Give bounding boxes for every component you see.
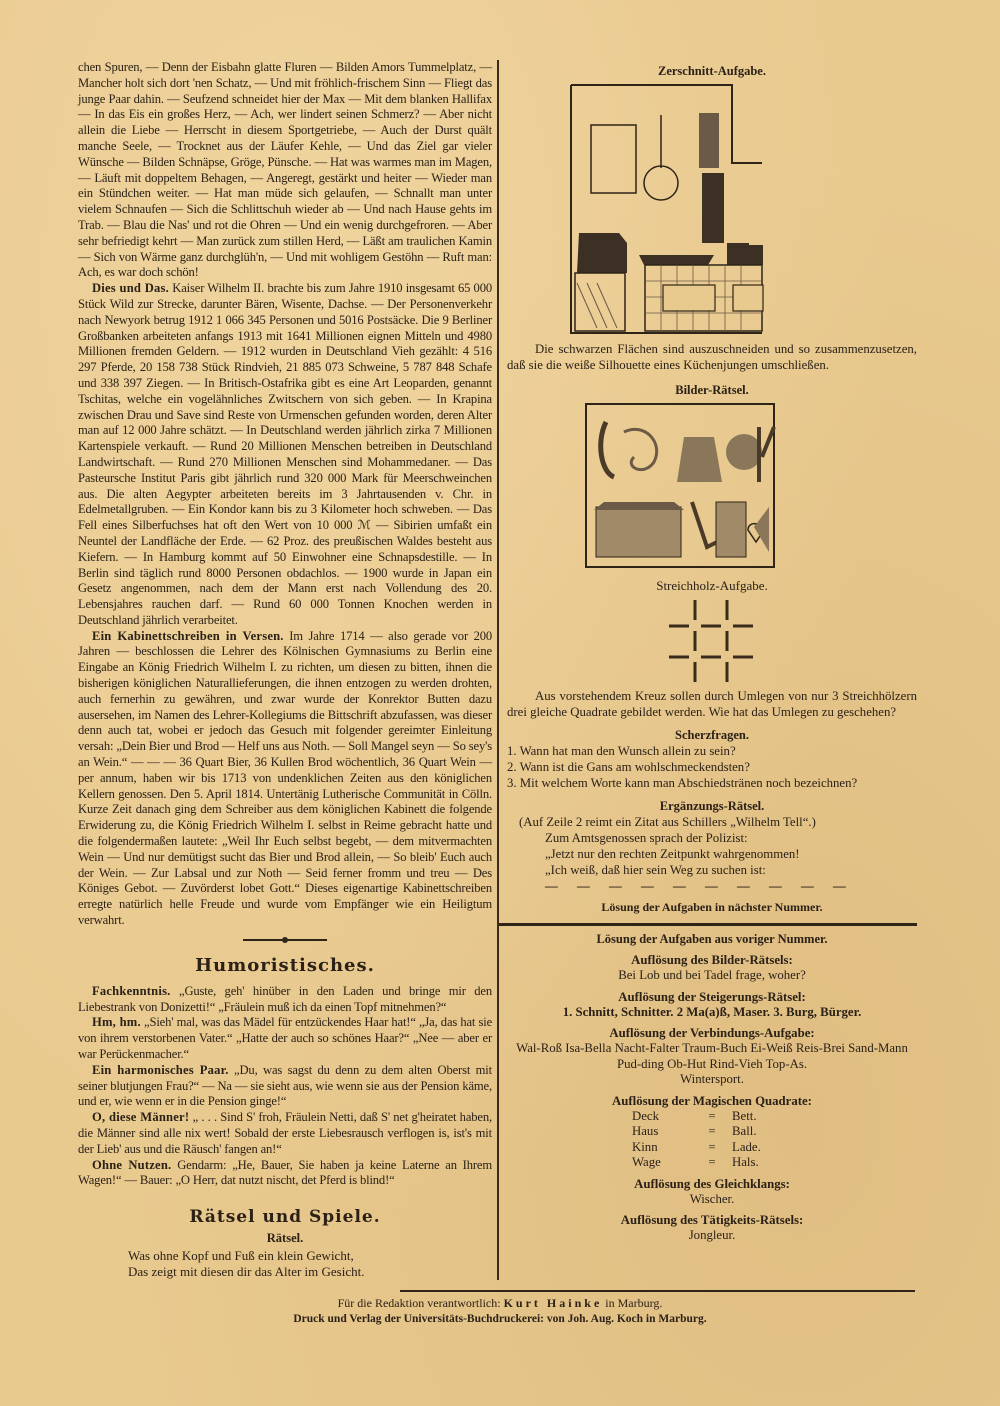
humor-item xyxy=(78,1110,492,1157)
humor-item xyxy=(78,1158,492,1190)
solution-text: Wischer. xyxy=(689,1191,735,1206)
humor-lead: Ohne Nutzen. xyxy=(92,1157,172,1172)
ornament-divider xyxy=(243,935,327,945)
equals-sign: = xyxy=(708,1124,716,1138)
verse-line: „Ich weiß, daß hier sein Weg zu suchen ist: xyxy=(545,863,766,877)
verse-line: Was ohne Kopf und Fuß ein klein Gewicht, xyxy=(128,1248,354,1264)
solutions-section xyxy=(507,932,917,1244)
editor-suffix: in Marburg. xyxy=(605,1296,663,1311)
humor-text: Gendarm: „He, Bauer, Sie haben ja keine Laterne an Ihrem Wagen!“ — Bauer: „O Herr, dat nutzt nischt, det Pferd is blind!“ xyxy=(78,1157,492,1188)
humor-lead: Ein harmonisches Paar. xyxy=(92,1062,229,1077)
solution-text: Jongleur. xyxy=(688,1228,736,1242)
section-rule xyxy=(499,923,917,926)
raetsel-verse xyxy=(128,1248,492,1280)
solution-heading: Auflösung der Verbindungs-Aufgabe: xyxy=(609,1026,815,1040)
poem-paragraph: chen Spuren, — Denn der Eisbahn glatte Fluren — Bilden Amors Tummelplatz, — Mancher holt sich dort 'nen Schatz, — Und mit fröhlich-frischem Sinn — Fliegt das junge Paar dahin. — Seufzend schneidet hier der Max — Mit dem blanken Hallifax — In das Eis ein großes Herz, — Ach, wer lindert seinen Schmerz? — Aber nicht allein die Liebe — Herrscht in diesem Sportgetriebe, — Auch der Durst quält manche Seele, — Trocknet aus der Läufer Kehle, — Und das Ziel gar vieler Wünsche — Bilden Schnäpse, Gröge, Pünsche. — Hat was warmes man im Magen, — Läuft mit doppeltem Behagen, — Angeregt, gestärkt und heiter — Wieder man ein Stündchen weiter. — Hat man müde sich gelaufen, — Schnallt man unter vielem Schnaufen — Sich die Schlittschuh wieder ab — Und nach Hause gehts im Trab. — Blau die Nas' und rot die Ohren — Und ein wenig durchgefroren. — Aber sehr befriedigt kehrt — Man zurück zum stillen Herd, — Läßt am traulichen Kamin — Sich von Wärme ganz durchglüh'n, — Und mit wohligem Gestöhn — Ruft man: Ach, es war doch schön! xyxy=(78,60,492,280)
footer xyxy=(0,1280,1000,1347)
matchstick-cross-figure xyxy=(667,598,757,684)
zerschnitt-illustration xyxy=(569,83,764,335)
solution-heading: Auflösung des Gleichklangs: xyxy=(634,1176,790,1191)
ergaenzung-note: (Auf Zeile 2 reimt ein Zitat aus Schillers „Wilhelm Tell“.) xyxy=(519,815,816,829)
editor-prefix: Für die Redaktion verantwortlich: xyxy=(337,1296,501,1311)
kabinett-paragraph xyxy=(78,629,492,929)
humor-lead: Hm, hm. xyxy=(92,1015,141,1030)
raetsel-subtitle: Rätsel. xyxy=(266,1231,304,1246)
pair-left: Deck xyxy=(632,1108,659,1123)
pair-left: Haus xyxy=(632,1124,659,1138)
verse-line: Das zeigt mit diesen dir das Alter im Gesicht. xyxy=(128,1264,365,1280)
scherzfragen-title: Scherzfragen. xyxy=(675,728,749,742)
scherzfrage-item: 2. Wann ist die Gans am wohlschmeckendsten? xyxy=(507,760,750,774)
humor-lead: O, diese Männer! xyxy=(92,1110,190,1125)
pair-left: Kinn xyxy=(632,1139,658,1154)
dies-und-das-text: Kaiser Wilhelm II. brachte bis zum Jahre 1910 insgesamt 65 000 Stück Wild zur Strecke, darunter Bären, Wisente, Dachse. — Der Personenverkehr nach Newyork betrug 1912 1 066 345 Personen und 5016 Postsäcke. Die 9 Berliner Großbanken arbeiteten anfangs 1913 mit 1641 Millionen eignen Mitteln und 4980 Millionen fremden Geldern. — 1912 wurden in Deutschland Vieh gezählt: 4 516 297 Pferde, 20 158 738 Stück Rindvieh, 21 885 073 Schweine, 5 787 848 Schafe und 338 397 Ziegen. — In Britisch-Ostafrika gibt es eine Art Leoparden, genannt Tschitas, welche ein vogelähnliches Zwitschern von sich geben. — In Krapina zwischen Drau und Save sind Reste von Urmenschen gefunden worden, deren Alter man auf 12 000 Jahre schätzt. — In Deutschland werden jährlich zirka 7 Millionen Kartenspiele verkauft. — Rund 20 Millionen Menschen betreiben in Deutschland Landwirtschaft. — Rund 270 Millionen Menschen sind Mohammedaner. — Das Pasteursche Institut Paris gibt jährlich rund 320 000 Mark für Meerschweinchen aus. Die alten Aegypter arbeiteten bereits im 3 Jahrtausenden v. Chr. in Edelmetallgruben. — Ein Kondor kann bis zu 3 Kilometer hoch schweben. — Das Fell eines Silberfuchses hat oft den Wert von 10 000 ℳ — Sibirien umfaßt ein Neuntel der Landfläche der Erde. — 62 Proz. des preußischen Waldes besteht aus Kiefern. — In Hamburg kommt auf 50 Einwohner eine Schnapsdestille. — In Berlin sind täglich rund 8000 Personen obdachlos. — 1900 wurde in Japan ein Gesetz angenommen, nach dem der Mann erst nach Vollendung des 20. Lebensjahres rauchen darf. — Rund 60 000 Tonnen Knochen werden in Deutschland jährlich verarbeitet. xyxy=(78,281,493,627)
ergaenzung-title: Ergänzungs-Rätsel. xyxy=(659,799,765,813)
left-column xyxy=(78,60,492,1280)
humor-text: „Du, was sagst du denn zu dem alten Oberst mit seiner blutjungen Frau?“ — Na — sie sieht aus, wie wenn sie aus der Pension käme, und er, wie wenn er in die Pension ginge!“ xyxy=(78,1062,493,1109)
next-issue-note: Lösung der Aufgaben in nächster Nummer. xyxy=(601,900,823,914)
raetsel-spiele-title: Rätsel und Spiele. xyxy=(189,1207,381,1228)
solution-text: Bei Lob und bei Tadel frage, woher? xyxy=(618,968,806,982)
dies-und-das-lead: Dies und Das. xyxy=(92,281,169,296)
magic-squares-table xyxy=(507,1109,917,1171)
footer-rule xyxy=(400,1290,915,1292)
humor-item xyxy=(78,984,492,1016)
solution-text: Wintersport. xyxy=(680,1072,744,1086)
ergaenzung-verse xyxy=(545,830,917,894)
editor-name: Kurt Hainke xyxy=(503,1296,603,1311)
humor-lead: Fachkenntnis. xyxy=(92,983,171,998)
zerschnitt-caption: Die schwarzen Flächen sind auszuschneiden und so zusammenzusetzen, daß sie die weiße Silhouette eines Küchenjungen umschließen. xyxy=(507,342,917,372)
streichholz-text: Aus vorstehendem Kreuz sollen durch Umlegen von nur 3 Streichhölzern drei gleiche Quadrate gebildet werden. Wie hat das Umlegen zu geschehen? xyxy=(507,689,917,719)
kabinett-text: Im Jahre 1714 — also gerade vor 200 Jahren — beschlossen die Lehrer des Kölnischen Gymnasiums zu Berlin eine Eingabe an König Friedrich Wilhelm I. zu richten, um diesen zu bitten, ihnen die bisherigen königlichen Naturallieferungen, die ihnen entzogen zu werden drohten, auch fernerhin zu gewähren, und zwar wurde der Konrektor Butten dazu ausersehen, im Namen des Lehrer-Kollegiums die Bittschrift abzufassen, was dieser denn auch tat, wobei er jedoch das Gesuch mit folgender gereimter Einleitung versah: „Dein Bier und Brod — Helf uns aus Noth. — Soll Mangel seyn — So sey's an Wein.“ — — — 36 Quart Bier, 36 Kullen Brod wöchentlich, 36 Quart Wein — per annum, haben wir bis 1713 von undenklichen Zeiten aus den königlichen Kellern genossen. Den 5. April 1814. Untertänig Lutherische Communität in Cölln. Kurze Zeit danach ging dem Schreiber aus dem königlichen Kabinett die folgende Erwiderung zu, die König Friedrich Wilhelm I. selbst in Reime gebracht hatte und die folgendermaßen lautete: „Weil Ihr Euch selbst begebt, — dem mitvermachten Wein — Und nur demütigst sucht das Bier und Brod allein, — So bleib' Euch auch der Wein. — Zur Labsal und zur Noth — Seid ferner fromm und treu — Des Königes Gebot. — Zuvörderst lobet Gott.“ Dieses eigenartige Kabinettschreiben erregte natürlich helle Freude und wurde vom Empfänger wie ein Heiligtum verwahrt. xyxy=(78,628,493,928)
humor-item xyxy=(78,1015,492,1062)
bilder-raetsel-illustration xyxy=(584,402,776,570)
solution-heading: Auflösung der Magischen Quadrate: xyxy=(612,1093,812,1108)
verse-line: Zum Amtsgenossen sprach der Polizist: xyxy=(545,831,748,845)
pair-right: Bett. xyxy=(732,1108,757,1123)
verse-line: „Jetzt nur den rechten Zeitpunkt wahrgenommen! xyxy=(545,847,800,861)
solution-text: 1. Schnitt, Schnitter. 2 Ma(a)ß, Maser. 3. Burg, Bürger. xyxy=(562,1004,862,1019)
scherzfrage-item: 3. Mit welchem Worte kann man Abschiedstränen noch bezeichnen? xyxy=(507,776,858,790)
kabinett-lead: Ein Kabinettschreiben in Versen. xyxy=(92,628,284,643)
humor-item xyxy=(78,1063,492,1110)
humor-text: „Guste, geh' hinüber in den Laden und bringe mir den Liebestrank von Donizetti!“ „Fräulein muß ich da einen Topf mitnehmen?“ xyxy=(78,983,492,1014)
dies-und-das-paragraph xyxy=(78,281,492,629)
pair-right: Hals. xyxy=(732,1155,759,1169)
humor-text: „ . . . Sind S' froh, Fräulein Netti, daß S' net g'heiratet haben, die Männer sind alle nix wert! Sobald der erste Liebesrausch verflogen is, ist's mit der Lieb' aus und die Räusch' fangen an!“ xyxy=(78,1110,492,1156)
scherzfrage-item: 1. Wann hat man den Wunsch allein zu sein? xyxy=(507,744,736,758)
solution-text: Wal-Roß Isa-Bella Nacht-Falter Traum-Buch Ei-Weiß Reis-Brei Sand-Mann Pud-ding Ob-Hut Rind-Vieh Top-As. xyxy=(516,1041,908,1071)
equals-sign: = xyxy=(708,1155,716,1169)
humor-title: Humoristisches. xyxy=(195,954,375,976)
pair-right: Lade. xyxy=(732,1139,761,1154)
right-column xyxy=(497,60,917,1280)
footer-editor xyxy=(0,1295,1000,1311)
answer-blanks: — — — — — — — — — — xyxy=(545,879,854,893)
solution-heading: Auflösung des Bilder-Rätsels: xyxy=(631,953,793,967)
humor-text: „Sieh' mal, was das Mädel für entzückendes Haar hat!“ „Ja, das hat sie von ihrem verstorbenen Vater.“ „Hatte der auch so schönes Haar?“ „Nee — aber er war Perückenmacher.“ xyxy=(78,1015,493,1062)
equals-sign: = xyxy=(708,1108,716,1123)
equals-sign: = xyxy=(708,1139,716,1154)
solutions-title: Lösung der Aufgaben aus voriger Nummer. xyxy=(596,932,828,946)
zerschnitt-title: Zerschnitt-Aufgabe. xyxy=(658,64,766,78)
bilder-raetsel-title: Bilder-Rätsel. xyxy=(675,383,749,397)
left-articles xyxy=(78,60,492,929)
streichholz-title: Streichholz-Aufgabe. xyxy=(656,578,768,593)
humor-section xyxy=(78,984,492,1189)
solution-heading: Auflösung des Tätigkeits-Rätsels: xyxy=(620,1213,804,1227)
solution-heading: Auflösung der Steigerungs-Rätsel: xyxy=(618,989,806,1004)
scherzfragen-list xyxy=(507,743,917,791)
pair-left: Wage xyxy=(632,1155,661,1169)
footer-printer: Druck und Verlag der Universitäts-Buchdruckerei: von Joh. Aug. Koch in Marburg. xyxy=(293,1313,707,1326)
pair-right: Ball. xyxy=(732,1124,757,1138)
